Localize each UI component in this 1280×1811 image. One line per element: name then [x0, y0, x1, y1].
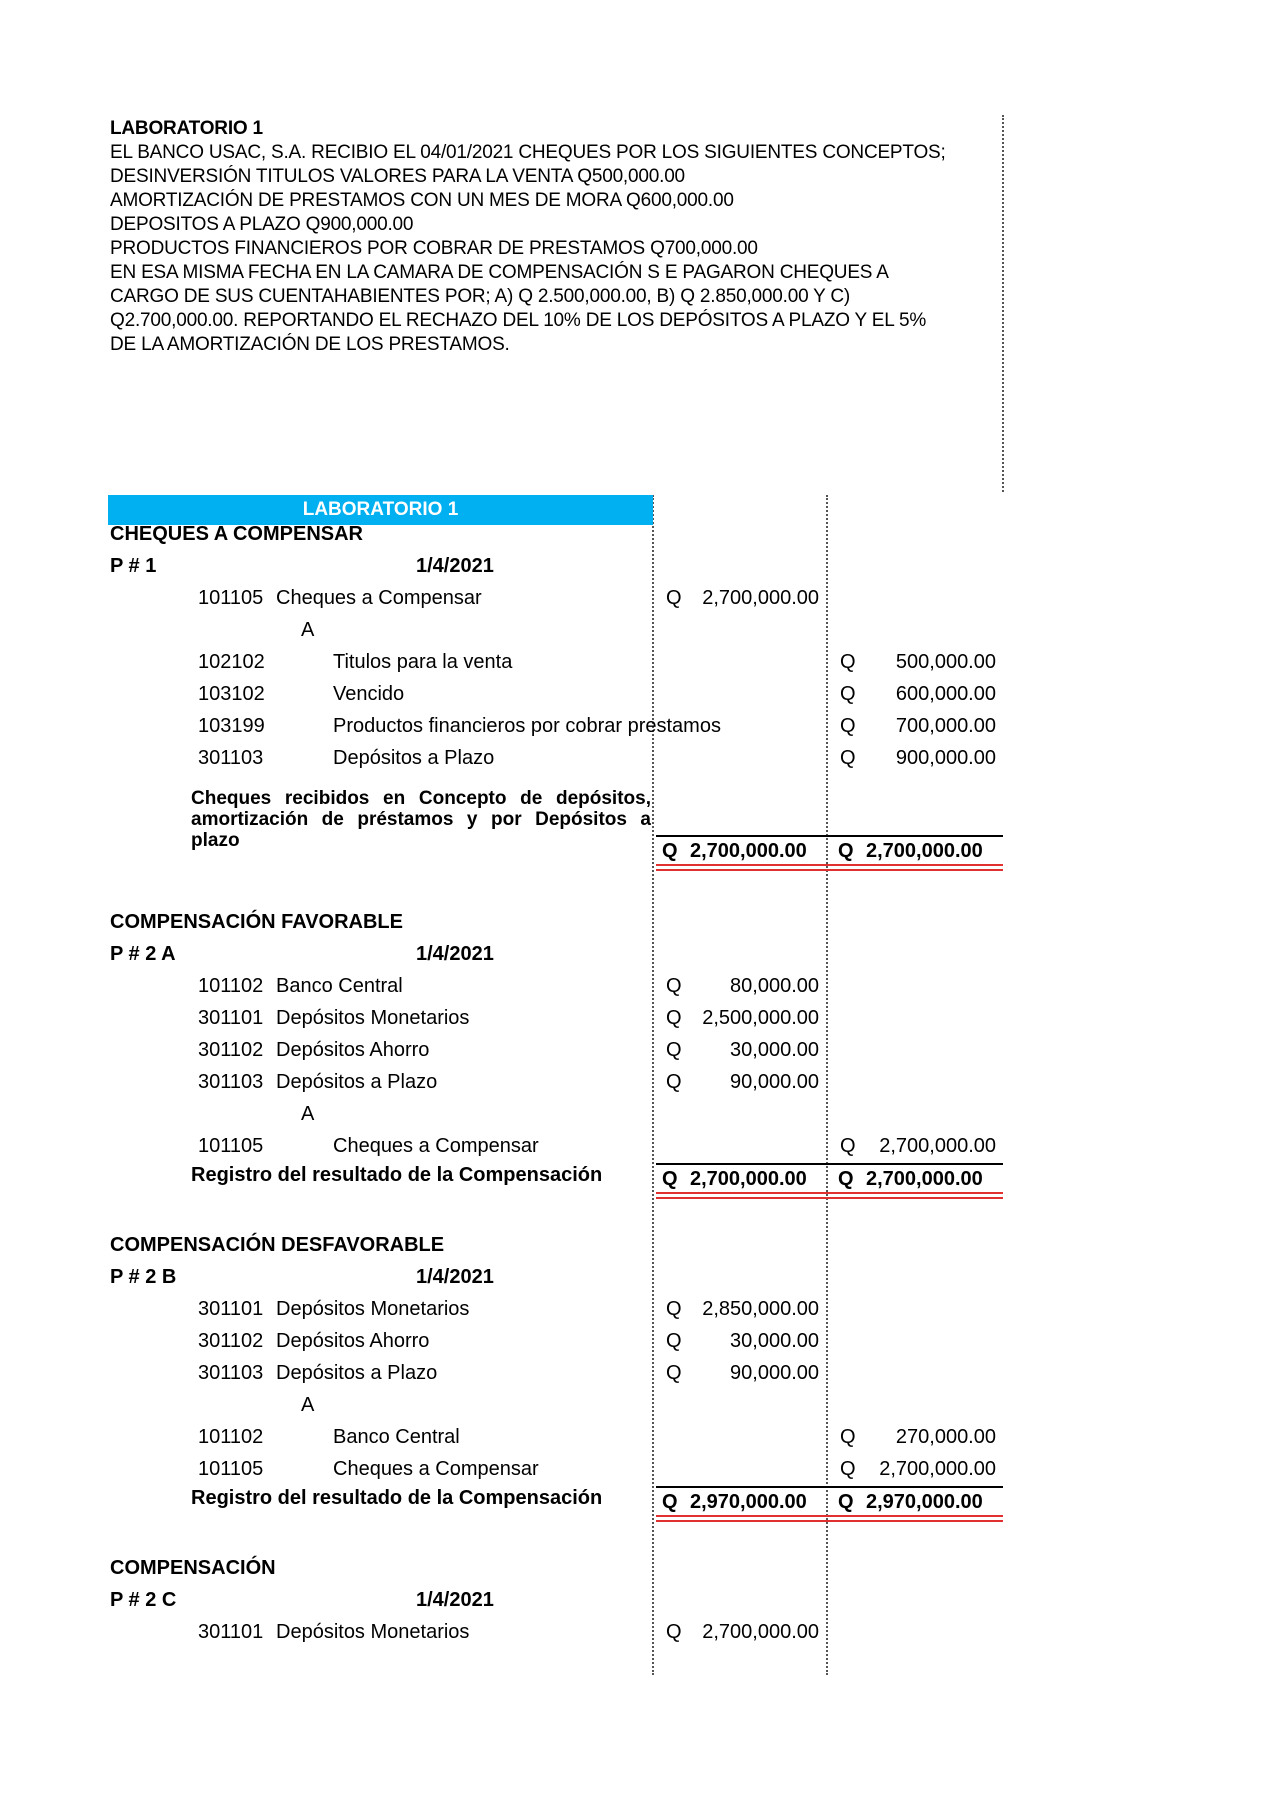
debit-row: [108, 1325, 1003, 1357]
a-separator: [108, 614, 1003, 646]
problem-line: EL BANCO USAC, S.A. RECIBIO EL 04/01/2021 CHEQUES POR LOS SIGUIENTES CONCEPTOS;: [110, 142, 946, 163]
section-title: [108, 518, 1003, 550]
cell-text: 101105: [198, 1135, 264, 1157]
currency-symbol: Q: [666, 1362, 682, 1384]
journal-ledger: [108, 495, 1003, 1675]
entry-header: [108, 550, 1003, 582]
cell-text: CHEQUES A COMPENSAR: [110, 523, 363, 545]
currency-symbol: Q: [666, 1298, 682, 1320]
amount: 600,000.00: [895, 683, 996, 705]
cell-text: Depósitos Ahorro: [276, 1330, 430, 1352]
a-separator: [108, 1098, 1003, 1130]
currency-symbol: Q: [840, 1135, 856, 1157]
cell-text: Productos financieros por cobrar prestamos: [333, 715, 721, 737]
cell-text: COMPENSACIÓN DESFAVORABLE: [110, 1234, 445, 1256]
problem-line: DESINVERSIÓN TITULOS VALORES PARA LA VENTA Q500,000.00: [110, 166, 685, 187]
section-title: [108, 906, 1003, 938]
cell-text: Registro del resultado de la Compensación: [191, 1164, 603, 1186]
cell-text: A: [301, 619, 315, 641]
cell-text: Registro del resultado de la Compensación: [191, 1487, 603, 1509]
problem-line: DE LA AMORTIZACIÓN DE LOS PRESTAMOS.: [110, 334, 510, 355]
credit-row: [108, 710, 1003, 742]
debit-row: [108, 1293, 1003, 1325]
cell-text: A: [301, 1394, 315, 1416]
cell-text: Depósitos Ahorro: [276, 1039, 430, 1061]
total-debit: 2,700,000.00: [690, 840, 807, 862]
page-break-line: [1002, 115, 1004, 492]
cell-text: Q: [838, 1168, 854, 1190]
cell-text: Vencido: [333, 683, 405, 705]
cell-text: 103102: [198, 683, 265, 705]
amount: 2,500,000.00: [702, 1007, 819, 1029]
problem-statement: [110, 117, 1000, 357]
currency-symbol: Q: [840, 747, 856, 769]
amount: 2,700,000.00: [702, 1621, 819, 1643]
problem-line: DEPOSITOS A PLAZO Q900,000.00: [110, 214, 414, 235]
amount: 2,700,000.00: [879, 1458, 996, 1480]
cell-text: 102102: [198, 651, 265, 673]
cell-text: Depósitos Monetarios: [276, 1298, 470, 1320]
total-credit: 2,970,000.00: [866, 1491, 983, 1513]
cell-text: 301103: [198, 1071, 264, 1093]
credit-row: [108, 1130, 1003, 1162]
currency-symbol: Q: [840, 1458, 856, 1480]
amount: 2,700,000.00: [702, 587, 819, 609]
total-debit: 2,700,000.00: [690, 1168, 807, 1190]
cell-text: Banco Central: [333, 1426, 460, 1448]
entry-date: 1/4/2021: [416, 555, 494, 577]
cell-text: Depósitos a Plazo: [333, 747, 495, 769]
entry-header: [108, 1584, 1003, 1616]
section-title: [108, 1229, 1003, 1261]
cell-text: Q: [838, 840, 854, 862]
cell-text: 301103: [198, 1362, 264, 1384]
amount: 270,000.00: [895, 1426, 996, 1448]
cell-text: 101105: [198, 587, 264, 609]
cell-text: 101102: [198, 1426, 264, 1448]
cell-text: 101105: [198, 1458, 264, 1480]
amount: 2,700,000.00: [879, 1135, 996, 1157]
debit-row: [108, 1066, 1003, 1098]
entry-date: 1/4/2021: [416, 1589, 494, 1611]
credit-row: [108, 742, 1003, 774]
cell-text: 301101: [198, 1007, 264, 1029]
entry-header: [108, 938, 1003, 970]
cell-text: Q: [662, 1491, 678, 1513]
problem-title: LABORATORIO 1: [110, 118, 263, 139]
total-credit: 2,700,000.00: [866, 840, 983, 862]
cell-text: Depósitos a Plazo: [276, 1071, 438, 1093]
cell-text: Cheques a Compensar: [276, 587, 482, 609]
debit-row: [108, 1034, 1003, 1066]
ledger-banner: LABORATORIO 1: [108, 495, 653, 525]
currency-symbol: Q: [666, 1071, 682, 1093]
currency-symbol: Q: [666, 1330, 682, 1352]
problem-line: Q2.700,000.00. REPORTANDO EL RECHAZO DEL 10% DE LOS DEPÓSITOS A PLAZO Y EL 5%: [110, 310, 927, 331]
debit-row: [108, 1616, 1003, 1648]
cell-text: 301101: [198, 1621, 264, 1643]
a-separator: [108, 1389, 1003, 1421]
entry-number: P # 2 B: [110, 1266, 177, 1288]
cell-text: Depósitos Monetarios: [276, 1007, 470, 1029]
amount: 90,000.00: [730, 1071, 819, 1093]
debit-row: [108, 1357, 1003, 1389]
currency-symbol: Q: [840, 651, 856, 673]
cell-text: 301102: [198, 1039, 264, 1061]
cell-text: Q: [662, 1168, 678, 1190]
amount: 80,000.00: [730, 975, 819, 997]
currency-symbol: Q: [666, 1621, 682, 1643]
section-title: [108, 1552, 1003, 1584]
entry-header: [108, 1261, 1003, 1293]
cell-text: Titulos para la venta: [333, 651, 513, 673]
entry-number: P # 2 A: [110, 943, 176, 965]
entry-date: 1/4/2021: [416, 943, 494, 965]
cell-text: Depósitos a Plazo: [276, 1362, 438, 1384]
currency-symbol: Q: [666, 1007, 682, 1029]
currency-symbol: Q: [840, 715, 856, 737]
cell-text: COMPENSACIÓN: [110, 1557, 276, 1579]
entry-description: Cheques recibidos en Concepto de depósitos, amortización de préstamos y por Depósitos a plazo: [191, 788, 651, 851]
amount: 2,850,000.00: [702, 1298, 819, 1320]
entry-number: P # 2 C: [110, 1589, 177, 1611]
currency-symbol: Q: [840, 1426, 856, 1448]
cell-text: 101102: [198, 975, 264, 997]
cell-text: Q: [838, 1491, 854, 1513]
cell-text: 103199: [198, 715, 265, 737]
problem-line: PRODUCTOS FINANCIEROS POR COBRAR DE PRESTAMOS Q700,000.00: [110, 238, 758, 259]
debit-row: [108, 1002, 1003, 1034]
credit-row: [108, 1453, 1003, 1485]
amount: 30,000.00: [730, 1330, 819, 1352]
currency-symbol: Q: [666, 975, 682, 997]
cell-text: Depósitos Monetarios: [276, 1621, 470, 1643]
cell-text: Banco Central: [276, 975, 403, 997]
entry-total: [656, 1486, 1003, 1518]
amount: 30,000.00: [730, 1039, 819, 1061]
entry-total: [656, 835, 1003, 867]
credit-row: [108, 646, 1003, 678]
currency-symbol: Q: [840, 683, 856, 705]
amount: 900,000.00: [895, 747, 996, 769]
currency-symbol: Q: [666, 587, 682, 609]
debit-row: [108, 582, 1003, 614]
cell-text: Cheques a Compensar: [333, 1458, 539, 1480]
problem-line: EN ESA MISMA FECHA EN LA CAMARA DE COMPENSACIÓN S E PAGARON CHEQUES A: [110, 262, 889, 283]
entry-total: [656, 1163, 1003, 1195]
total-credit: 2,700,000.00: [866, 1168, 983, 1190]
amount: 90,000.00: [730, 1362, 819, 1384]
problem-line: CARGO DE SUS CUENTAHABIENTES POR; A) Q 2.500,000.00, B) Q 2.850,000.00 Y C): [110, 286, 851, 307]
credit-row: [108, 1421, 1003, 1453]
currency-symbol: Q: [666, 1039, 682, 1061]
cell-text: Cheques a Compensar: [333, 1135, 539, 1157]
debit-row: [108, 970, 1003, 1002]
entry-date: 1/4/2021: [416, 1266, 494, 1288]
cell-text: Q: [662, 840, 678, 862]
total-debit: 2,970,000.00: [690, 1491, 807, 1513]
amount: 500,000.00: [895, 651, 996, 673]
entry-number: P # 1: [110, 555, 157, 577]
cell-text: A: [301, 1103, 315, 1125]
credit-row: [108, 678, 1003, 710]
problem-line: AMORTIZACIÓN DE PRESTAMOS CON UN MES DE MORA Q600,000.00: [110, 190, 734, 211]
cell-text: 301103: [198, 747, 264, 769]
amount: 700,000.00: [895, 715, 996, 737]
cell-text: 301101: [198, 1298, 264, 1320]
cell-text: 301102: [198, 1330, 264, 1352]
cell-text: COMPENSACIÓN FAVORABLE: [110, 911, 403, 933]
